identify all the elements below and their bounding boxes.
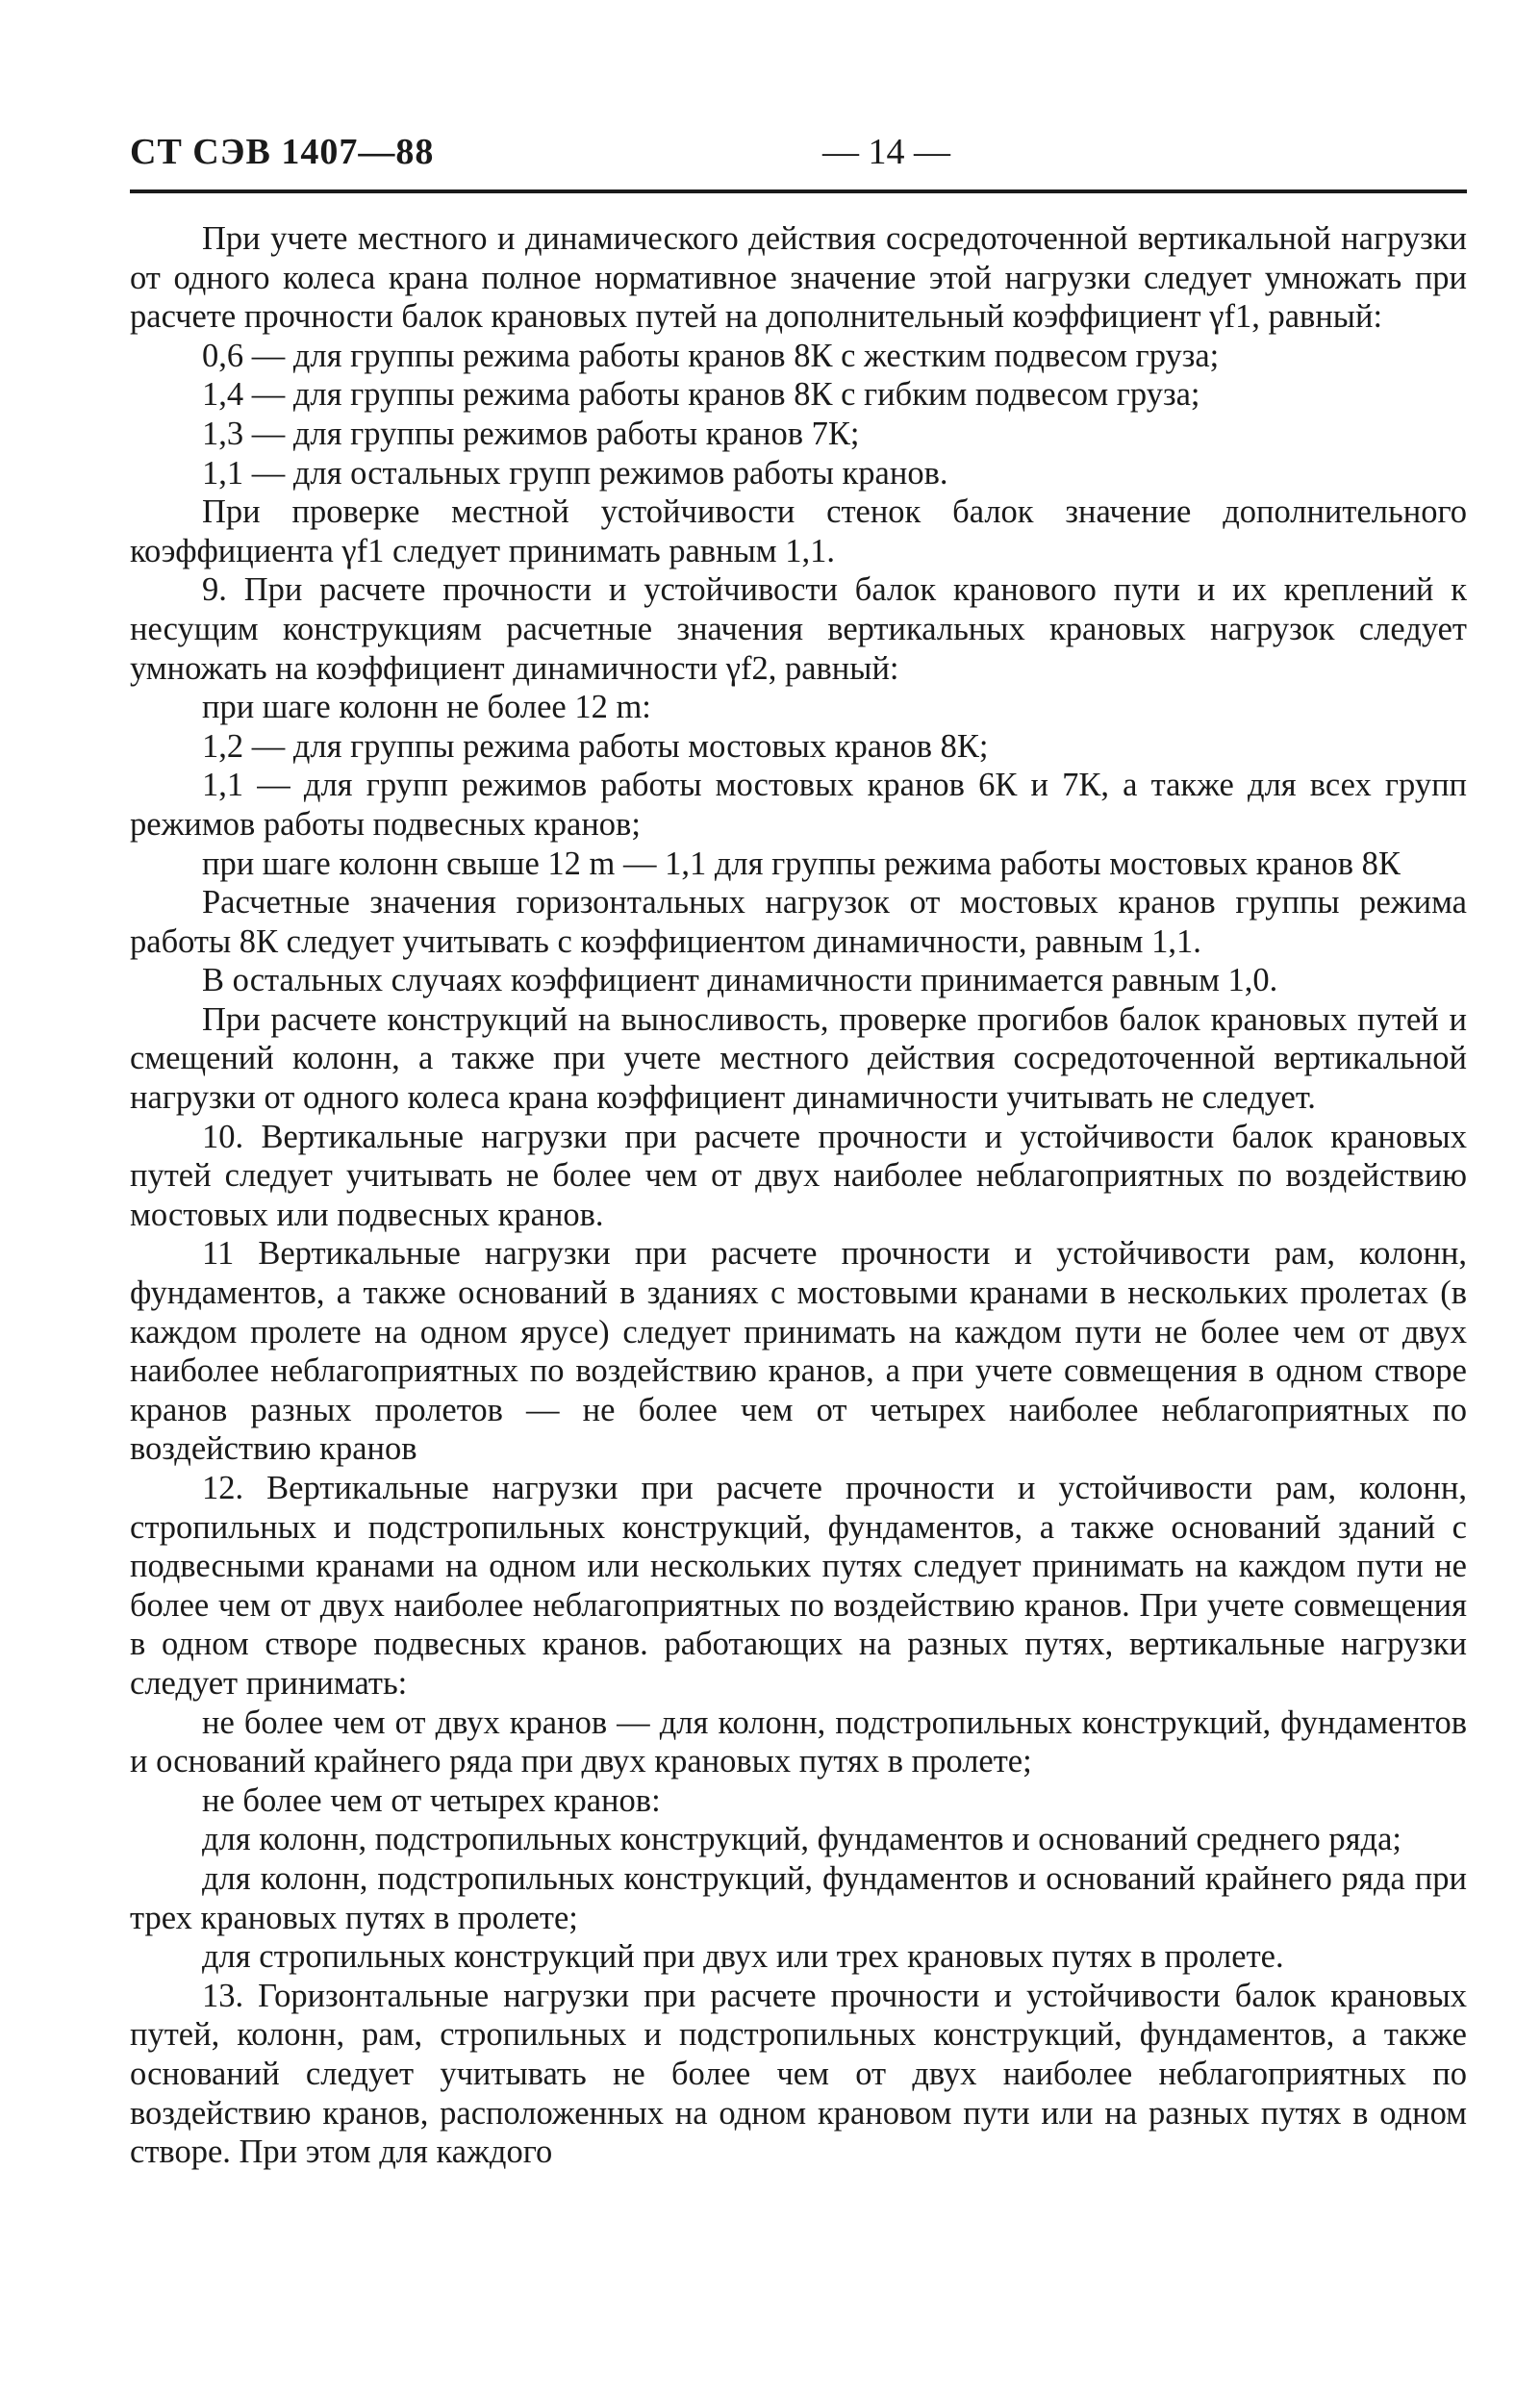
paragraph: для стропильных конструкций при двух или трех крановых путях в пролете. xyxy=(202,1938,1284,1976)
body-text xyxy=(130,219,1467,2172)
paragraph: 1,1 — для групп режимов работы мостовых кранов 6К и 7К, а также для всех групп режимов работы подвесных кранов; xyxy=(130,767,1467,843)
page-header xyxy=(130,131,1467,189)
paragraph: при шаге колонн не более 12 m: xyxy=(202,689,651,726)
paragraph: При учете местного и динамического действия сосредоточенной вертикальной нагрузки от одного колеса крана полное нормативное значение этой нагрузки следует умножать при расчете прочности балок крановых путей на дополнительный коэффициент γf1, равный: xyxy=(130,220,1467,336)
paragraph: 1,4 — для группы режима работы кранов 8К с гибким подвесом груза; xyxy=(202,376,1200,414)
paragraph: Расчетные значения горизонтальных нагрузок от мостовых кранов группы режима работы 8К следует учитывать с коэффициентом динамичности, равным 1,1. xyxy=(130,884,1467,960)
paragraph: для колонн, подстропильных конструкций, фундаментов и оснований крайнего ряда при трех крановых путях в пролете; xyxy=(130,1859,1467,1936)
paragraph-item-9: 9. При расчете прочности и устойчивости балок кранового пути и их креплений к несущим конструкциям расчетные значения вертикальных крановых нагрузок следует умножать на коэффициент динамичности γf2, равный: xyxy=(130,571,1467,687)
paragraph: не более чем от четырех кранов: xyxy=(202,1781,661,1819)
paragraph: 1,1 — для остальных групп режимов работы кранов. xyxy=(202,454,948,492)
paragraph: не более чем от двух кранов — для колонн, подстропильных конструкций, фундаментов и оснований крайнего ряда при двух крановых путях в пролете; xyxy=(130,1704,1467,1780)
paragraph: В остальных случаях коэффициент динамичности принимается равным 1,0. xyxy=(202,962,1278,999)
paragraph: 1,2 — для группы режима работы мостовых кранов 8К; xyxy=(202,727,989,765)
paragraph: 0,6 — для группы режима работы кранов 8К с жестким подвесом груза; xyxy=(202,337,1220,374)
page-number: — 14 — xyxy=(822,132,950,172)
paragraph-item-11: 11 Вертикальные нагрузки при расчете прочности и устойчивости рам, колонн, фундаментов, а также оснований в зданиях с мостовыми кранами в нескольких пролетах (в каждом пролете на одном ярусе) следует принимать на каждом пути не более чем от двух наиболее неблагоприятных по воздействию кранов, а при учете совмещения в одном створе кранов разных пролетов — не более чем от четырех наиболее неблагоприятных по воздействию кранов xyxy=(130,1235,1467,1468)
header-rule xyxy=(130,189,1467,193)
paragraph: при шаге колонн свыше 12 m — 1,1 для группы режима работы мостовых кранов 8К xyxy=(202,845,1401,882)
paragraph: 1,3 — для группы режимов работы кранов 7К; xyxy=(202,415,860,452)
paragraph: для колонн, подстропильных конструкций, фундаментов и оснований среднего ряда; xyxy=(202,1821,1402,1858)
paragraph-item-10: 10. Вертикальные нагрузки при расчете прочности и устойчивости балок крановых путей следует учитывать не более чем от двух наиболее неблагоприятных по воздействию мостовых или подвесных кранов. xyxy=(130,1118,1467,1233)
standard-code: СТ СЭВ 1407—88 xyxy=(130,132,435,172)
paragraph-item-12: 12. Вертикальные нагрузки при расчете прочности и устойчивости рам, колонн, стропильных и подстропильных конструкций, фундаментов, а также оснований зданий с подвесными кранами на одном или нескольких путях следует принимать на каждом пути не более чем от двух наиболее неблагоприятных по воздействию кранов. При учете совмещения в одном створе подвесных кранов. работающих на разных путях, вертикальные нагрузки следует принимать: xyxy=(130,1470,1467,1702)
paragraph-item-13: 13. Горизонтальные нагрузки при расчете прочности и устойчивости балок крановых путей, колонн, рам, стропильных и подстропильных конструкций, фундаментов, а также оснований следует учитывать не более чем от двух наиболее неблагоприятных по воздействию кранов, расположенных на одном крановом пути или на разных путях в одном створе. При этом для каждого xyxy=(130,1977,1467,2171)
paragraph: При расчете конструкций на выносливость, проверке прогибов балок крановых путей и смещений колонн, а также при учете местного действия сосредоточенной вертикальной нагрузки от одного колеса крана коэффициент динамичности учитывать не следует. xyxy=(130,1000,1467,1117)
paragraph: При проверке местной устойчивости стенок балок значение дополнительного коэффициента γf1 следует принимать равным 1,1. xyxy=(130,493,1467,569)
